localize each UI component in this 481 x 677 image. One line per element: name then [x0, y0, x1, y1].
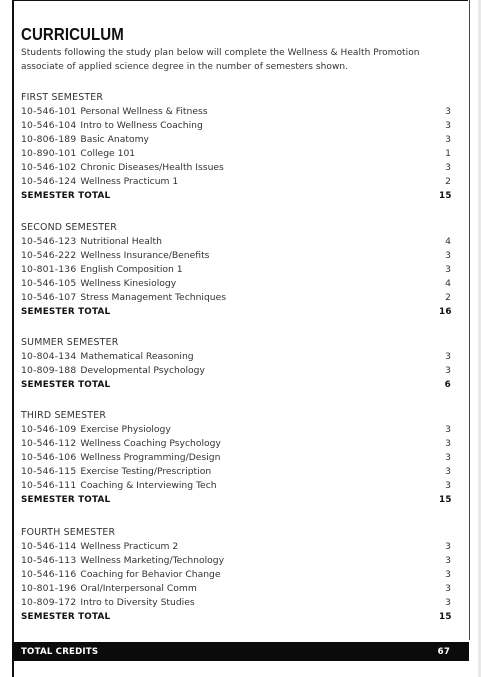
- top-border: [13, 0, 468, 1]
- course-row: [21, 263, 451, 277]
- course-credits: 2: [445, 292, 451, 303]
- course-name: Oral/Interpersonal Comm: [80, 583, 197, 594]
- course-name: Stress Management Techniques: [80, 292, 227, 303]
- course-info: [21, 292, 226, 303]
- course-row: [21, 350, 451, 364]
- course-code: 10-809-172: [21, 597, 77, 608]
- course-row: [21, 479, 451, 493]
- course-credits: 3: [445, 480, 451, 491]
- course-name: Wellness Coaching Psychology: [80, 438, 221, 449]
- course-info: [21, 250, 209, 261]
- course-credits: 3: [445, 597, 451, 608]
- course-name: Basic Anatomy: [80, 134, 149, 145]
- course-name: Personal Wellness & Fitness: [80, 106, 208, 117]
- course-info: [21, 452, 220, 463]
- semester-total-row: [21, 189, 451, 203]
- course-row: [21, 568, 451, 582]
- course-code: 10-546-111: [21, 480, 77, 491]
- course-info: [21, 569, 221, 580]
- course-row: [21, 249, 451, 263]
- semester-total-label: SEMESTER TOTAL: [21, 611, 111, 622]
- course-name: College 101: [80, 148, 136, 159]
- course-row: [21, 364, 451, 378]
- course-row: [21, 451, 451, 465]
- course-credits: 3: [445, 134, 451, 145]
- course-name: Wellness Practicum 1: [80, 176, 179, 187]
- course-name: English Composition 1: [80, 264, 183, 275]
- course-credits: 3: [445, 106, 451, 117]
- course-info: [21, 148, 135, 159]
- semester-total-value: 6: [444, 379, 451, 390]
- course-name: Wellness Kinesiology: [80, 278, 177, 289]
- course-name: Chronic Diseases/Health Issues: [80, 162, 224, 173]
- semester-block: [21, 221, 451, 319]
- course-code: 10-801-196: [21, 583, 77, 594]
- intro-text: Students following the study plan below will complete the Wellness & Health Promotion associate of applied science degree in the number of semesters shown.: [21, 48, 420, 72]
- course-credits: 3: [445, 452, 451, 463]
- semester-total-label: SEMESTER TOTAL: [21, 190, 111, 201]
- course-name: Exercise Physiology: [80, 424, 171, 435]
- course-row: [21, 437, 451, 451]
- total-credits-label: TOTAL CREDITS: [21, 646, 99, 657]
- course-code: 10-546-115: [21, 466, 77, 477]
- course-credits: 3: [445, 569, 451, 580]
- course-info: [21, 120, 203, 131]
- course-name: Exercise Testing/Prescription: [80, 466, 212, 477]
- semester-heading: FOURTH SEMESTER: [21, 527, 116, 538]
- course-code: 10-546-106: [21, 452, 77, 463]
- course-name: Nutritional Health: [80, 236, 162, 247]
- course-credits: 4: [445, 236, 451, 247]
- course-info: [21, 236, 162, 247]
- course-info: [21, 365, 205, 376]
- course-credits: 3: [445, 466, 451, 477]
- course-info: [21, 162, 224, 173]
- course-credits: 4: [445, 278, 451, 289]
- course-row: [21, 133, 451, 147]
- course-row: [21, 540, 451, 554]
- course-row: [21, 175, 451, 189]
- course-name: Mathematical Reasoning: [80, 351, 194, 362]
- course-credits: 3: [445, 438, 451, 449]
- course-code: 10-806-189: [21, 134, 77, 145]
- course-credits: 3: [445, 583, 451, 594]
- semester-total-row: [21, 493, 451, 507]
- course-credits: 2: [445, 176, 451, 187]
- course-info: [21, 176, 178, 187]
- course-info: [21, 466, 211, 477]
- semester-heading: SUMMER SEMESTER: [21, 337, 119, 348]
- semester-total-value: 16: [439, 306, 452, 317]
- course-name: Wellness Programming/Design: [80, 452, 221, 463]
- course-code: 10-546-123: [21, 236, 77, 247]
- course-row: [21, 291, 451, 305]
- course-name: Wellness Marketing/Technology: [80, 555, 225, 566]
- course-credits: 3: [445, 555, 451, 566]
- course-info: [21, 264, 183, 275]
- course-info: [21, 583, 197, 594]
- semester-total-label: SEMESTER TOTAL: [21, 494, 111, 505]
- course-row: [21, 119, 451, 133]
- semester-total-row: [21, 378, 451, 392]
- course-code: 10-546-124: [21, 176, 77, 187]
- course-code: 10-546-104: [21, 120, 77, 131]
- course-credits: 3: [445, 120, 451, 131]
- course-info: [21, 351, 194, 362]
- semester-total-label: SEMESTER TOTAL: [21, 379, 111, 390]
- course-code: 10-890-101: [21, 148, 77, 159]
- course-row: [21, 277, 451, 291]
- course-name: Intro to Diversity Studies: [80, 597, 195, 608]
- left-border: [12, 0, 14, 677]
- semester-total-row: [21, 305, 451, 319]
- semester-heading: FIRST SEMESTER: [21, 92, 104, 103]
- course-row: [21, 147, 451, 161]
- page-title: CURRICULUM: [21, 24, 124, 44]
- semester-heading: THIRD SEMESTER: [21, 410, 107, 421]
- course-code: 10-546-222: [21, 250, 77, 261]
- course-info: [21, 438, 221, 449]
- semester-block: [21, 526, 451, 624]
- course-info: [21, 106, 208, 117]
- course-code: 10-804-134: [21, 351, 77, 362]
- course-row: [21, 161, 451, 175]
- course-credits: 3: [445, 541, 451, 552]
- course-credits: 3: [445, 351, 451, 362]
- semester-total-value: 15: [439, 611, 452, 622]
- course-info: [21, 597, 195, 608]
- course-info: [21, 278, 176, 289]
- course-info: [21, 541, 178, 552]
- course-name: Developmental Psychology: [80, 365, 205, 376]
- semester-total-label: SEMESTER TOTAL: [21, 306, 111, 317]
- right-border: [469, 0, 470, 640]
- course-name: Intro to Wellness Coaching: [80, 120, 203, 131]
- course-code: 10-546-109: [21, 424, 77, 435]
- course-code: 10-546-102: [21, 162, 77, 173]
- course-code: 10-546-113: [21, 555, 77, 566]
- semester-block: [21, 336, 451, 392]
- course-code: 10-546-116: [21, 569, 77, 580]
- semester-total-value: 15: [439, 190, 452, 201]
- course-row: [21, 596, 451, 610]
- semester-heading: SECOND SEMESTER: [21, 222, 118, 233]
- course-name: Coaching & Interviewing Tech: [80, 480, 217, 491]
- semester-total-value: 15: [439, 494, 452, 505]
- course-row: [21, 554, 451, 568]
- total-credits-bar: [12, 642, 469, 661]
- course-name: Wellness Insurance/Benefits: [80, 250, 210, 261]
- course-credits: 1: [445, 148, 451, 159]
- semester-total-row: [21, 610, 451, 624]
- course-row: [21, 105, 451, 119]
- course-row: [21, 582, 451, 596]
- semester-block: [21, 91, 451, 203]
- course-code: 10-546-101: [21, 106, 77, 117]
- course-name: Coaching for Behavior Change: [80, 569, 221, 580]
- course-row: [21, 423, 451, 437]
- course-credits: 3: [445, 250, 451, 261]
- course-credits: 3: [445, 162, 451, 173]
- semester-block: [21, 409, 451, 507]
- total-credits-value: 67: [437, 646, 450, 657]
- course-info: [21, 480, 217, 491]
- course-credits: 3: [445, 424, 451, 435]
- course-info: [21, 424, 171, 435]
- course-info: [21, 555, 224, 566]
- course-code: 10-809-188: [21, 365, 77, 376]
- course-code: 10-546-105: [21, 278, 77, 289]
- course-row: [21, 235, 451, 249]
- curriculum-header: [21, 24, 451, 74]
- course-code: 10-546-112: [21, 438, 77, 449]
- course-info: [21, 134, 149, 145]
- course-credits: 3: [445, 264, 451, 275]
- course-row: [21, 465, 451, 479]
- course-code: 10-546-114: [21, 541, 77, 552]
- course-code: 10-546-107: [21, 292, 77, 303]
- course-code: 10-801-136: [21, 264, 77, 275]
- course-credits: 3: [445, 365, 451, 376]
- course-name: Wellness Practicum 2: [80, 541, 179, 552]
